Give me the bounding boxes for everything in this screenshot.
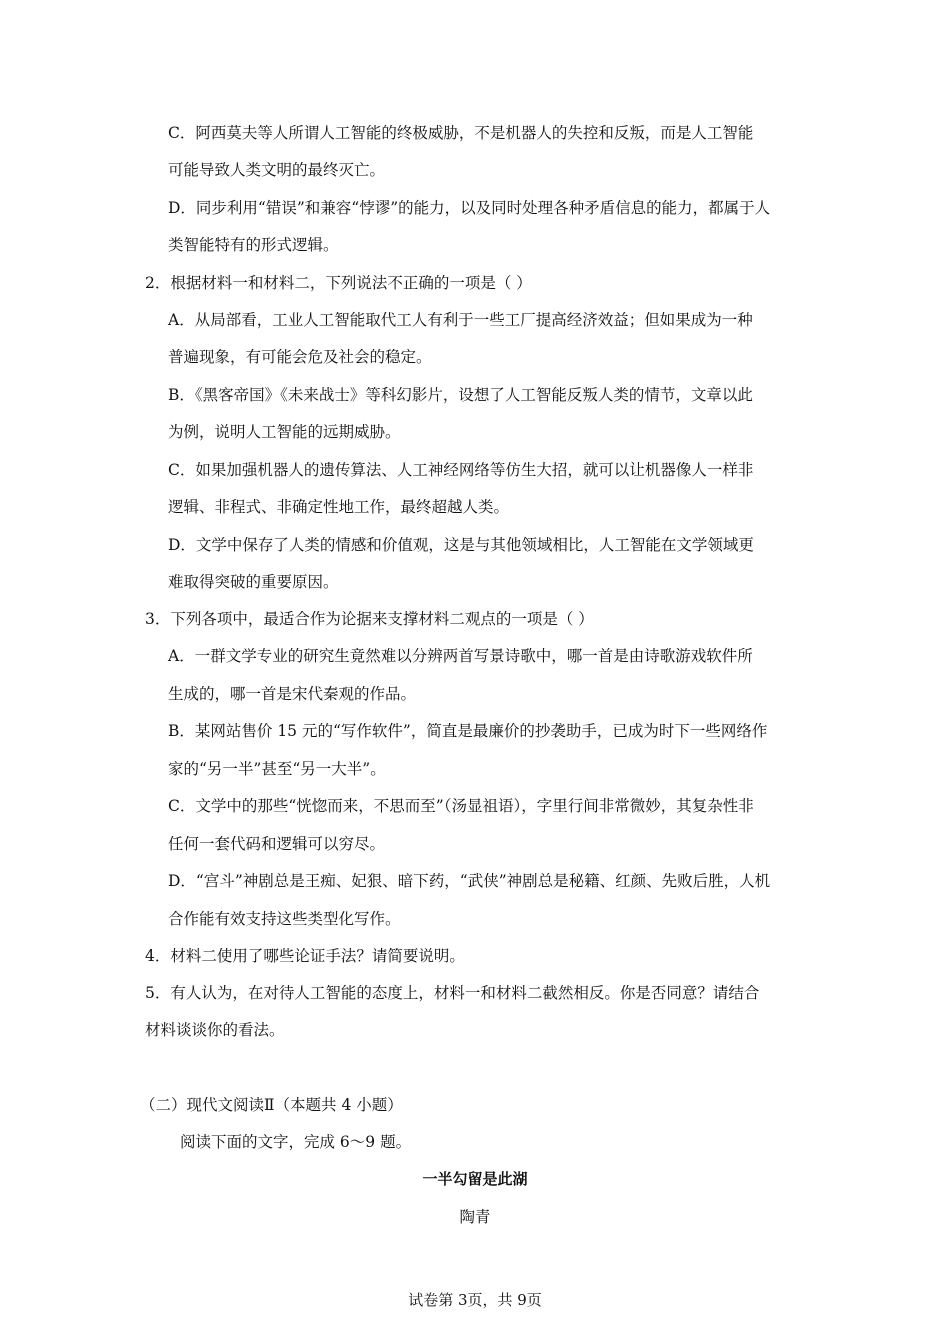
q2-option-c-line2: 逻辑、非程式、非确定性地工作，最终超越人类。 [168,498,510,516]
q2-option-b-line2: 为例，说明人工智能的远期威胁。 [168,423,401,441]
q2-option-b-line1: B．《黑客帝国》《未来战士》等科幻影片，设想了人工智能反叛人类的情节，文章以此 [168,386,753,404]
q2-option-a-line2: 普遍现象，有可能会危及社会的稳定。 [168,348,432,366]
q3-option-a-line1: A．一群文学专业的研究生竟然难以分辨两首写景诗歌中，哪一首是由诗歌游戏软件所 [168,647,753,665]
q3-option-b-line1: B．某网站售价 15 元的“写作软件”，简直是最廉价的抄袭助手，已成为时下一些网络作 [168,722,768,740]
q3-option-d-line2: 合作能有效支持这些类型化写作。 [168,910,401,928]
q3-option-b-line2: 家的“另一半”甚至“另一大半”。 [168,760,386,778]
q2-option-d-line1: D．文学中保存了人类的情感和价值观，这是与其他领域相比，人工智能在文学领域更 [168,536,754,554]
q3-option-c-line1: C．文学中的那些“恍惚而来，不思而至”（汤显祖语），字里行间非常微妙，其复杂性非 [168,797,754,815]
q1-option-d-line1: D．同步利用“错误”和兼容“悖谬”的能力，以及同时处理各种矛盾信息的能力，都属于人 [168,199,771,217]
q3-stem: 3．下列各项中，最适合作为论据来支撑材料二观点的一项是（ ） [145,610,594,628]
q2-option-a-line1: A．从局部看，工业人工智能取代工人有利于一些工厂提高经济效益；但如果成为一种 [168,311,753,329]
q3-option-d-line1: D．“宫斗”神剧总是王痴、妃狠、暗下药，“武侠”神剧总是秘籍、红颜、先败后胜，人机 [168,872,771,890]
section-heading: （二）现代文阅读Ⅱ（本题共 4 小题） [140,1096,403,1114]
q2-stem: 2．根据材料一和材料二，下列说法不正确的一项是（ ） [145,274,532,292]
article-title: 一半勾留是此湖 [422,1170,528,1188]
q2-option-c-line1: C．如果加强机器人的遗传算法、人工神经网络等仿生大招，就可以让机器像人一样非 [168,461,754,479]
page-footer: 试卷第 3页，共 9页 [408,1291,542,1309]
q1-option-c-line1: C．阿西莫夫等人所谓人工智能的终极威胁，不是机器人的失控和反叛，而是人工智能 [168,124,754,142]
q3-option-c-line2: 任何一套代码和逻辑可以穷尽。 [168,835,386,853]
q1-option-d-line2: 类智能特有的形式逻辑。 [168,236,339,254]
q5-stem-line1: 5．有人认为，在对待人工智能的态度上，材料一和材料二截然相反。你是否同意？请结合 [145,984,760,1002]
reading-instruction: 阅读下面的文字，完成 6～9 题。 [180,1133,412,1151]
q1-option-c-line2: 可能导致人类文明的最终灭亡。 [168,161,386,179]
q4-stem: 4．材料二使用了哪些论证手法？请简要说明。 [145,947,465,965]
q3-option-a-line2: 生成的，哪一首是宋代秦观的作品。 [168,685,417,703]
q2-option-d-line2: 难取得突破的重要原因。 [168,573,339,591]
article-author: 陶青 [459,1208,491,1226]
q5-stem-line2: 材料谈谈你的看法。 [145,1021,285,1039]
